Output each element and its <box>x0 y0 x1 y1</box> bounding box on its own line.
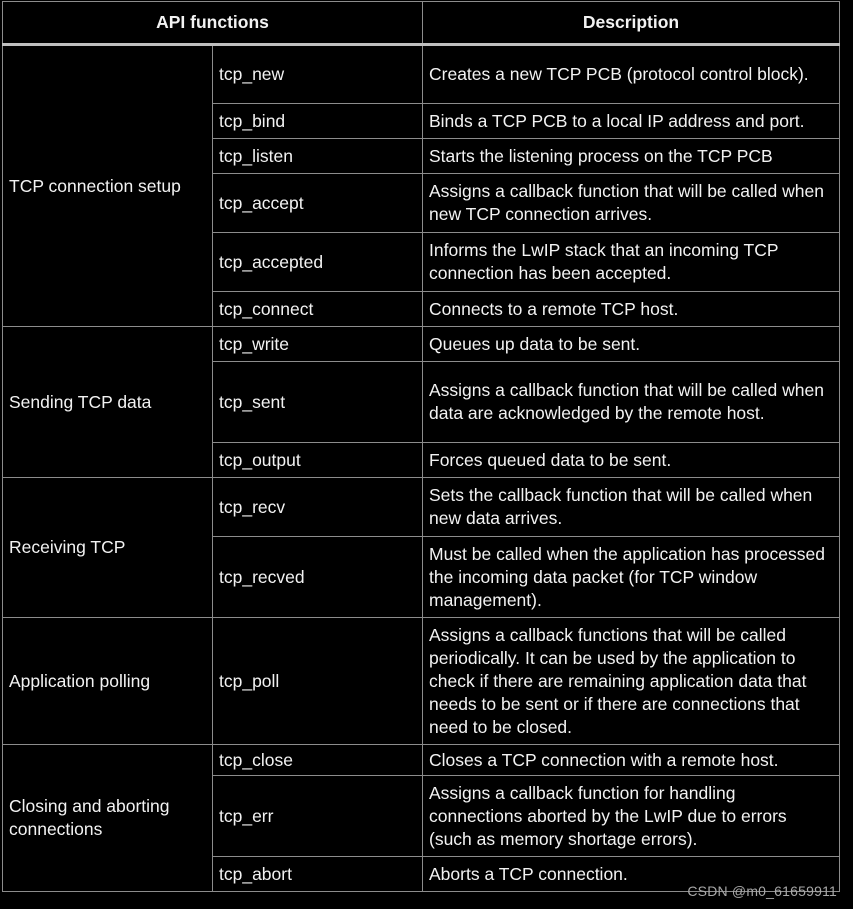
function-name: tcp_accept <box>213 174 423 233</box>
function-name: tcp_err <box>213 776 423 857</box>
function-name: tcp_recved <box>213 537 423 618</box>
table-row <box>3 327 840 362</box>
function-description: Sets the callback function that will be called when new data arrives. <box>423 478 840 537</box>
function-description: Forces queued data to be sent. <box>423 443 840 478</box>
function-name: tcp_poll <box>213 618 423 745</box>
function-name: tcp_close <box>213 745 423 776</box>
group-label: TCP connection setup <box>3 45 213 327</box>
function-description: Queues up data to be sent. <box>423 327 840 362</box>
header-api-functions: API functions <box>3 2 423 45</box>
function-name: tcp_listen <box>213 139 423 174</box>
function-description: Assigns a callback function that will be called when data are acknowledged by the remote host. <box>423 362 840 443</box>
function-description: Assigns a callback function for handling connections aborted by the LwIP due to errors (such as memory shortage errors). <box>423 776 840 857</box>
function-description: Assigns a callback function that will be called when new TCP connection arrives. <box>423 174 840 233</box>
function-name: tcp_new <box>213 45 423 104</box>
group-label: Receiving TCP <box>3 478 213 618</box>
function-name: tcp_abort <box>213 857 423 892</box>
function-description: Aborts a TCP connection. <box>423 857 840 892</box>
function-name: tcp_recv <box>213 478 423 537</box>
function-name: tcp_output <box>213 443 423 478</box>
table-row <box>3 478 840 537</box>
function-description: Starts the listening process on the TCP PCB <box>423 139 840 174</box>
api-functions-table <box>2 1 840 892</box>
function-description: Assigns a callback functions that will be called periodically. It can be used by the application to check if there are remaining application data that needs to be sent or if there are connections that need to be closed. <box>423 618 840 745</box>
function-name: tcp_connect <box>213 292 423 327</box>
function-description: Connects to a remote TCP host. <box>423 292 840 327</box>
group-label: Closing and aborting connections <box>3 745 213 892</box>
function-description: Informs the LwIP stack that an incoming TCP connection has been accepted. <box>423 233 840 292</box>
table-row <box>3 745 840 776</box>
table-row <box>3 45 840 104</box>
csdn-watermark: CSDN @m0_61659911 <box>687 883 837 899</box>
function-description: Creates a new TCP PCB (protocol control block). <box>423 45 840 104</box>
group-label: Sending TCP data <box>3 327 213 478</box>
function-name: tcp_sent <box>213 362 423 443</box>
function-description: Must be called when the application has processed the incoming data packet (for TCP window management). <box>423 537 840 618</box>
table-row <box>3 618 840 745</box>
function-name: tcp_bind <box>213 104 423 139</box>
function-description: Closes a TCP connection with a remote host. <box>423 745 840 776</box>
function-description: Binds a TCP PCB to a local IP address and port. <box>423 104 840 139</box>
table-header-row <box>3 2 840 45</box>
group-label: Application polling <box>3 618 213 745</box>
function-name: tcp_accepted <box>213 233 423 292</box>
function-name: tcp_write <box>213 327 423 362</box>
header-description: Description <box>423 2 840 45</box>
